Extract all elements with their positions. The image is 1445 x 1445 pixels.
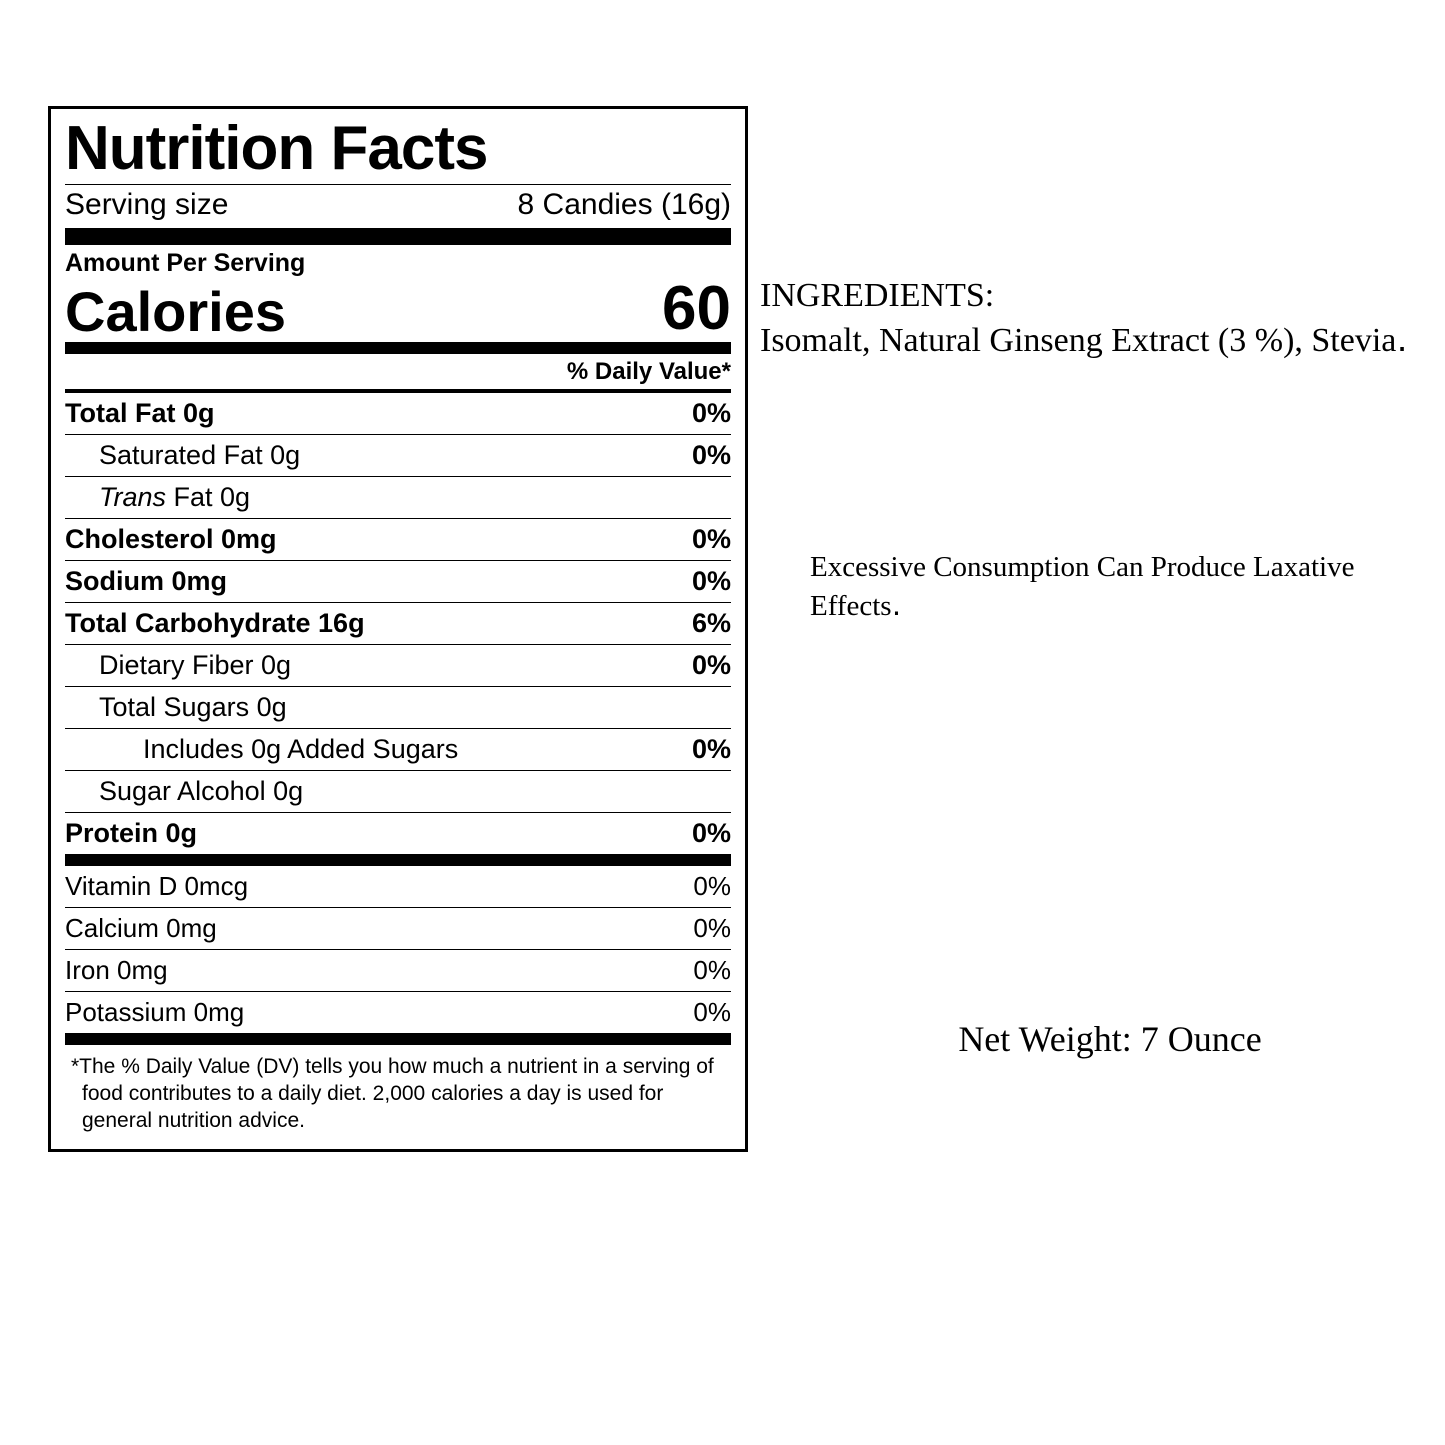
nutrient-label-total-carbohydrate: Total Carbohydrate 16g [65,608,365,639]
calories-label: Calories [65,280,286,344]
nutrient-label-total-sugars: Total Sugars 0g [99,692,287,723]
nutrient-label-saturated-fat: Saturated Fat 0g [99,440,301,471]
laxative-warning-text: Excessive Consumption Can Produce Laxative Effects․ [810,551,1355,623]
micronutrient-row-calcium [65,908,731,949]
nutrient-row-total-fat [65,393,731,434]
ingredients-text: Isomalt, Natural Ginseng Extract (3 %), Stevia․ [760,321,1408,359]
nutrient-pct-dietary-fiber: 0% [691,650,731,681]
nutrition-facts-title: Nutrition Facts [65,114,488,183]
nutrient-row-protein [65,813,731,854]
nutrient-row-total-carbohydrate [65,603,731,644]
micronutrient-label-iron: Iron 0mg [65,955,168,986]
divider-block [65,342,731,354]
nutrient-pct-protein: 0% [691,818,731,849]
micronutrient-pct-iron: 0% [693,955,731,986]
nutrient-row-cholesterol [65,519,731,560]
nutrient-label-sugar-alcohol: Sugar Alcohol 0g [99,776,304,807]
nutrient-pct-total-fat: 0% [691,398,731,429]
micronutrient-pct-calcium: 0% [693,913,731,944]
micronutrient-label-potassium: Potassium 0mg [65,997,245,1028]
nutrition-facts-panel [48,106,748,1152]
micronutrient-pct-potassium: 0% [693,997,731,1028]
nutrient-row-trans-fat [65,477,731,518]
serving-size-label: Serving size [65,188,229,222]
divider-block [65,1033,731,1045]
nutrient-row-saturated-fat [65,435,731,476]
calories-row [65,274,731,344]
nutrient-row-dietary-fiber [65,645,731,686]
nutrient-pct-added-sugars: 0% [691,734,731,765]
ingredients-heading: INGREDIENTS: [760,277,995,314]
net-weight-text: Net Weight: 7 Ounce [958,1019,1262,1059]
nutrient-pct-total-carbohydrate: 6% [691,608,731,639]
trans-italic: Trans [99,482,167,513]
nutrient-pct-cholesterol: 0% [691,524,731,555]
serving-size-row [65,185,731,228]
micronutrient-pct-vitamin-d: 0% [693,871,731,902]
nutrient-row-sugar-alcohol [65,771,731,812]
daily-value-footnote: *The % Daily Value (DV) tells you how much a nutrient in a serving of food contributes to a daily diet. 2,000 calories a day is used for general nutrition advice. [71,1055,714,1132]
nutrient-label-trans-fat [65,482,250,513]
micronutrient-label-vitamin-d: Vitamin D 0mcg [65,871,249,902]
micronutrient-row-potassium [65,992,731,1033]
ingredients-block [760,274,1420,364]
nutrient-row-total-sugars [65,687,731,728]
serving-size-value: 8 Candies (16g) [517,188,731,222]
micronutrient-row-vitamin-d [65,866,731,907]
nutrient-row-sodium [65,561,731,602]
nutrient-label-added-sugars: Includes 0g Added Sugars [143,734,459,765]
nutrient-pct-saturated-fat: 0% [691,440,731,471]
divider-thick [65,228,731,245]
nutrient-row-added-sugars [65,729,731,770]
nutrient-label-total-fat: Total Fat 0g [65,398,215,429]
trans-rest: Fat 0g [173,482,251,513]
micronutrient-label-calcium: Calcium 0mg [65,913,217,944]
nutrient-pct-sodium: 0% [691,566,731,597]
calories-value: 60 [662,274,731,344]
nutrient-label-dietary-fiber: Dietary Fiber 0g [99,650,292,681]
nutrient-label-protein: Protein 0g [65,818,198,849]
divider-block [65,854,731,866]
daily-value-header: % Daily Value* [566,358,731,386]
nutrient-label-sodium: Sodium 0mg [65,566,228,597]
micronutrient-row-iron [65,950,731,991]
nutrient-label-cholesterol: Cholesterol 0mg [65,524,277,555]
amount-per-serving-label: Amount Per Serving [65,249,306,278]
